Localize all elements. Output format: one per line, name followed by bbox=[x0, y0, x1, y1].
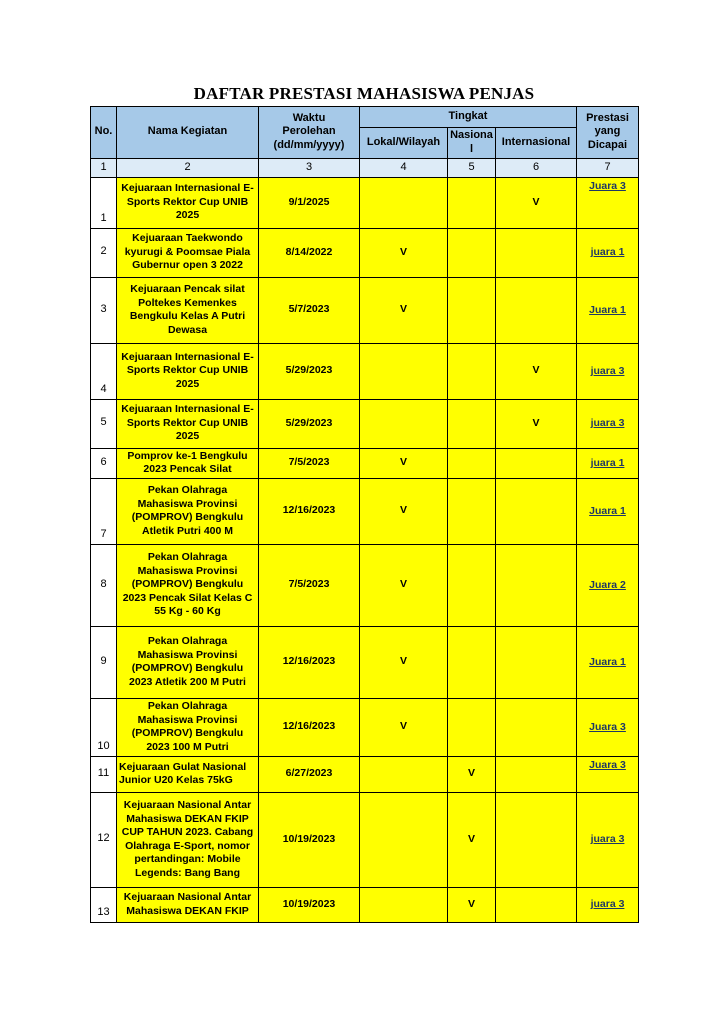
activity-name-cell: Kejuaraan Internasional E-Sports Rektor Cup UNIB 2025 bbox=[117, 399, 259, 448]
achievement-cell bbox=[577, 544, 639, 626]
achievement-cell bbox=[577, 792, 639, 887]
row-number-cell: 4 bbox=[91, 343, 117, 399]
date-cell: 7/5/2023 bbox=[259, 448, 360, 478]
header-nama-kegiatan: Nama Kegiatan bbox=[117, 107, 259, 159]
date-cell: 12/16/2023 bbox=[259, 626, 360, 698]
column-number-cell: 4 bbox=[360, 158, 448, 177]
date-cell: 7/5/2023 bbox=[259, 544, 360, 626]
lokal-check-cell: V bbox=[360, 448, 448, 478]
achievement-cell bbox=[577, 448, 639, 478]
date-cell: 5/29/2023 bbox=[259, 399, 360, 448]
table-row bbox=[91, 448, 639, 478]
table-row bbox=[91, 277, 639, 343]
nasional-check-cell: V bbox=[448, 756, 496, 792]
row-number-cell: 12 bbox=[91, 792, 117, 887]
achievement-link[interactable]: juara 3 bbox=[590, 417, 625, 430]
lokal-check-cell bbox=[360, 756, 448, 792]
lokal-check-cell bbox=[360, 792, 448, 887]
nasional-check-cell bbox=[448, 277, 496, 343]
achievement-cell bbox=[577, 399, 639, 448]
activity-name-cell: Kejuaraan Pencak silat Poltekes Kemenkes Bengkulu Kelas A Putri Dewasa bbox=[117, 277, 259, 343]
table-row bbox=[91, 887, 639, 922]
row-number-cell: 11 bbox=[91, 756, 117, 792]
lokal-check-cell bbox=[360, 887, 448, 922]
achievement-cell bbox=[577, 277, 639, 343]
nasional-check-cell bbox=[448, 228, 496, 277]
header-internasional: Internasional bbox=[496, 128, 577, 159]
achievement-link[interactable]: Juara 1 bbox=[589, 504, 626, 517]
date-cell: 10/19/2023 bbox=[259, 887, 360, 922]
activity-name-cell: Pekan Olahraga Mahasiswa Provinsi (POMPROV) Bengkulu 2023 Atletik 200 M Putri bbox=[117, 626, 259, 698]
activity-name-cell: Kejuaraan Nasional Antar Mahasiswa DEKAN FKIP CUP TAHUN 2023. Cabang Olahraga E-Sport, nomor pertandingan: Mobile Legends: Bang Bang bbox=[117, 792, 259, 887]
internasional-check-cell bbox=[496, 887, 577, 922]
nasional-check-cell bbox=[448, 177, 496, 228]
header-no: No. bbox=[91, 107, 117, 159]
achievement-cell bbox=[577, 478, 639, 544]
row-number-cell: 10 bbox=[91, 698, 117, 756]
nasional-check-cell bbox=[448, 544, 496, 626]
table-row bbox=[91, 177, 639, 228]
achievement-link[interactable]: Juara 3 bbox=[589, 720, 626, 733]
header-nasional: Nasional bbox=[448, 128, 496, 159]
activity-name-cell: Pekan Olahraga Mahasiswa Provinsi (POMPROV) Bengkulu Atletik Putri 400 M bbox=[117, 478, 259, 544]
row-number-cell: 3 bbox=[91, 277, 117, 343]
column-number-cell: 1 bbox=[91, 158, 117, 177]
table-row bbox=[91, 756, 639, 792]
internasional-check-cell bbox=[496, 448, 577, 478]
achievement-link[interactable]: Juara 3 bbox=[589, 179, 626, 192]
date-cell: 9/1/2025 bbox=[259, 177, 360, 228]
row-number-cell: 9 bbox=[91, 626, 117, 698]
activity-name-cell: Pekan Olahraga Mahasiswa Provinsi (POMPROV) Bengkulu 2023 Pencak Silat Kelas C 55 Kg - 60 Kg bbox=[117, 544, 259, 626]
achievement-cell bbox=[577, 228, 639, 277]
nasional-check-cell bbox=[448, 448, 496, 478]
header-waktu-perolehan bbox=[259, 107, 360, 159]
table-row bbox=[91, 792, 639, 887]
achievement-link[interactable]: juara 1 bbox=[590, 456, 625, 469]
column-number-cell: 7 bbox=[577, 158, 639, 177]
internasional-check-cell bbox=[496, 228, 577, 277]
achievement-link[interactable]: juara 1 bbox=[590, 246, 625, 259]
date-cell: 8/14/2022 bbox=[259, 228, 360, 277]
date-cell: 6/27/2023 bbox=[259, 756, 360, 792]
lokal-check-cell: V bbox=[360, 544, 448, 626]
column-index-row bbox=[91, 158, 639, 177]
table-row bbox=[91, 228, 639, 277]
lokal-check-cell: V bbox=[360, 626, 448, 698]
row-number-cell: 8 bbox=[91, 544, 117, 626]
achievement-cell bbox=[577, 343, 639, 399]
achievement-cell bbox=[577, 756, 639, 792]
column-number-cell: 6 bbox=[496, 158, 577, 177]
lokal-check-cell: V bbox=[360, 698, 448, 756]
achievement-link[interactable]: Juara 1 bbox=[589, 655, 626, 668]
nasional-check-cell bbox=[448, 343, 496, 399]
nasional-check-cell bbox=[448, 626, 496, 698]
column-number-cell: 2 bbox=[117, 158, 259, 177]
internasional-check-cell bbox=[496, 277, 577, 343]
nasional-check-cell bbox=[448, 478, 496, 544]
achievement-link[interactable]: juara 3 bbox=[590, 833, 625, 846]
activity-name-cell: Pomprov ke-1 Bengkulu 2023 Pencak Silat bbox=[117, 448, 259, 478]
internasional-check-cell bbox=[496, 478, 577, 544]
lokal-check-cell bbox=[360, 177, 448, 228]
activity-name-cell: Kejuaraan Internasional E-Sports Rektor Cup UNIB 2025 bbox=[117, 343, 259, 399]
table-row bbox=[91, 544, 639, 626]
internasional-check-cell bbox=[496, 756, 577, 792]
table-row bbox=[91, 478, 639, 544]
activity-name-cell: Kejuaraan Internasional E-Sports Rektor Cup UNIB 2025 bbox=[117, 177, 259, 228]
table-row bbox=[91, 399, 639, 448]
header-prestasi: Prestasi yang Dicapai bbox=[577, 107, 639, 159]
date-cell: 5/7/2023 bbox=[259, 277, 360, 343]
column-number-cell: 5 bbox=[448, 158, 496, 177]
nasional-check-cell: V bbox=[448, 792, 496, 887]
header-lokal-wilayah: Lokal/Wilayah bbox=[360, 128, 448, 159]
header-waktu-label: Waktu Perolehan (dd/mm/yyyy) bbox=[273, 111, 345, 152]
activity-name-cell: Pekan Olahraga Mahasiswa Provinsi (POMPROV) Bengkulu 2023 100 M Putri bbox=[117, 698, 259, 756]
internasional-check-cell bbox=[496, 698, 577, 756]
date-cell: 5/29/2023 bbox=[259, 343, 360, 399]
achievement-link[interactable]: Juara 2 bbox=[589, 578, 626, 591]
table-row bbox=[91, 626, 639, 698]
table-row bbox=[91, 343, 639, 399]
activity-name-cell: Kejuaraan Gulat Nasional Junior U20 Kelas 75kG bbox=[117, 756, 259, 792]
row-number-cell: 13 bbox=[91, 887, 117, 922]
activity-name-cell: Kejuaraan Nasional Antar Mahasiswa DEKAN FKIP bbox=[117, 887, 259, 922]
achievements-table bbox=[90, 106, 639, 923]
internasional-check-cell: V bbox=[496, 343, 577, 399]
row-number-cell: 2 bbox=[91, 228, 117, 277]
date-cell: 12/16/2023 bbox=[259, 698, 360, 756]
internasional-check-cell bbox=[496, 544, 577, 626]
date-cell: 12/16/2023 bbox=[259, 478, 360, 544]
lokal-check-cell: V bbox=[360, 228, 448, 277]
row-number-cell: 6 bbox=[91, 448, 117, 478]
nasional-check-cell bbox=[448, 399, 496, 448]
table-row bbox=[91, 698, 639, 756]
achievement-cell bbox=[577, 698, 639, 756]
achievement-cell bbox=[577, 626, 639, 698]
date-cell: 10/19/2023 bbox=[259, 792, 360, 887]
column-number-cell: 3 bbox=[259, 158, 360, 177]
page-title: DAFTAR PRESTASI MAHASISWA PENJAS bbox=[193, 84, 535, 103]
row-number-cell: 1 bbox=[91, 177, 117, 228]
internasional-check-cell bbox=[496, 792, 577, 887]
achievement-link[interactable]: Juara 1 bbox=[589, 303, 626, 316]
lokal-check-cell bbox=[360, 343, 448, 399]
achievement-cell bbox=[577, 887, 639, 922]
internasional-check-cell: V bbox=[496, 399, 577, 448]
lokal-check-cell: V bbox=[360, 277, 448, 343]
achievement-link[interactable]: juara 3 bbox=[590, 364, 625, 377]
row-number-cell: 7 bbox=[91, 478, 117, 544]
row-number-cell: 5 bbox=[91, 399, 117, 448]
internasional-check-cell bbox=[496, 626, 577, 698]
lokal-check-cell: V bbox=[360, 478, 448, 544]
internasional-check-cell: V bbox=[496, 177, 577, 228]
header-tingkat: Tingkat bbox=[360, 107, 577, 128]
achievement-link[interactable]: juara 3 bbox=[590, 898, 625, 911]
lokal-check-cell bbox=[360, 399, 448, 448]
nasional-check-cell bbox=[448, 698, 496, 756]
achievement-cell bbox=[577, 177, 639, 228]
activity-name-cell: Kejuaraan Taekwondo kyurugi & Poomsae Piala Gubernur open 3 2022 bbox=[117, 228, 259, 277]
achievement-link[interactable]: Juara 3 bbox=[589, 758, 626, 771]
nasional-check-cell: V bbox=[448, 887, 496, 922]
